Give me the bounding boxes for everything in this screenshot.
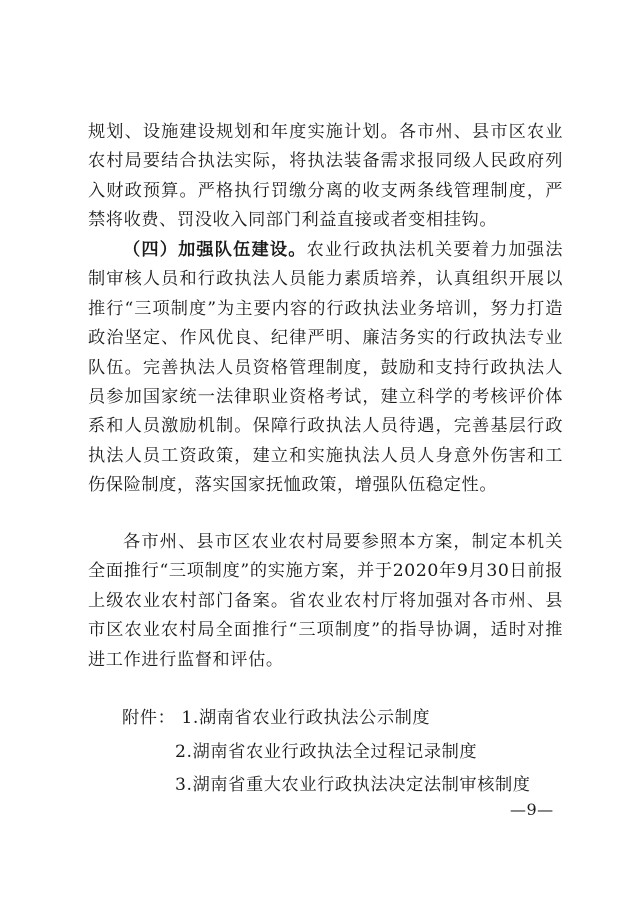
paragraph-funding: 规划、设施建设规划和年度实施计划。各市州、县市区农业农村局要结合执法实际，将执法装备需求报同级人民政府列入财政预算。严格执行罚缴分离的收支两条线管理制度，严禁将收费、罚没收入同部门利益直接或者变相挂钩。: [88, 122, 563, 231]
attachment-item: 1.湖南省农业行政执法公示制度: [181, 708, 431, 728]
page-number: —9—: [510, 800, 554, 819]
attachment-label: 附件：: [122, 708, 176, 728]
section-heading: （四）加强队伍建设。: [123, 240, 307, 260]
attachment-row-2: [175, 738, 477, 767]
paragraph-implementation: 各市州、县市区农业农村局要参照本方案，制定本机关全面推行“三项制度”的实施方案，并于2020年9月30日前报上级农业农村部门备案。省农业农村厅将加强对各市州、县市区农业农村局全面推行“三项制度”的指导协调，适时对推进工作进行监督和评估。: [88, 532, 563, 670]
attachment-item: 3.湖南省重大农业行政执法决定法制审核制度: [175, 775, 531, 795]
paragraph-team-body: 农业行政执法机关要着力加强法制审核人员和行政执法人员能力素质培养，认真组织开展以推行“三项制度”为主要内容的行政执法业务培训，努力打造政治坚定、作风优良、纪律严明、廉洁务实的行政执法专业队伍。完善执法人员资格管理制度，鼓励和支持行政执法人员参加国家统一法律职业资格考试，建立科学的考核评价体系和人员激励机制。保障行政执法人员待遇，完善基层行政执法人员工资政策，建立和实施执法人员人身意外伤害和工伤保险制度，落实国家抚恤政策，增强队伍稳定性。: [88, 240, 563, 496]
attachment-item: 2.湖南省农业行政执法全过程记录制度: [175, 742, 478, 762]
paragraph-team-building: [88, 236, 563, 501]
attachment-row-3: [175, 771, 531, 800]
attachment-row-1: [122, 704, 430, 733]
